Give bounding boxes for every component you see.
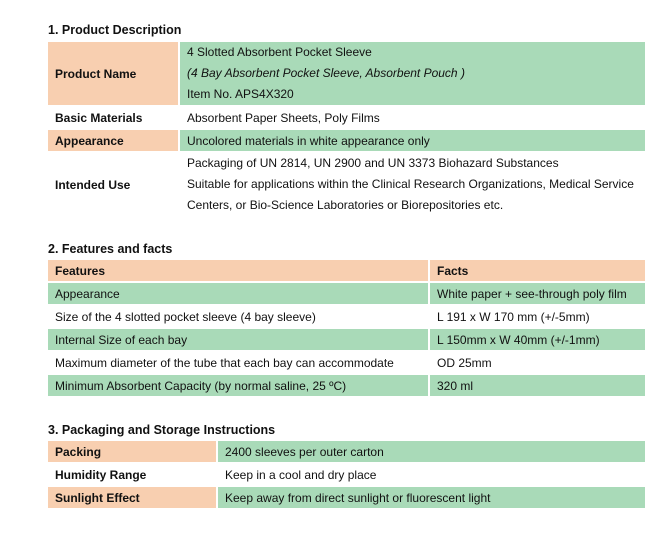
- row-value: Keep away from direct sunlight or fluorescent light: [216, 487, 645, 508]
- row-value: Absorbent Paper Sheets, Poly Films: [178, 107, 645, 128]
- table-row: [48, 487, 645, 508]
- text-line: Suitable for applications within the Clinical Research Organizations, Medical Service: [187, 177, 634, 191]
- text-line: Packaging of UN 2814, UN 2900 and UN 3373 Biohazard Substances: [187, 156, 559, 170]
- section-title-packaging: 3. Packaging and Storage Instructions: [48, 423, 276, 437]
- product-name-value: [178, 42, 645, 105]
- table-row: [48, 375, 645, 396]
- intended-use-value: [178, 153, 645, 216]
- table-row: [48, 107, 645, 128]
- fact-cell: 320 ml: [428, 375, 645, 396]
- row-label: Sunlight Effect: [48, 487, 216, 508]
- header-features: Features: [48, 260, 428, 281]
- table-row: [48, 283, 645, 304]
- row-value: Keep in a cool and dry place: [216, 464, 645, 485]
- table-row: [48, 441, 645, 462]
- table-row: [48, 352, 645, 373]
- section-title-product-description: 1. Product Description: [48, 23, 182, 37]
- feature-cell: Internal Size of each bay: [48, 329, 428, 350]
- row-label: Intended Use: [55, 177, 131, 192]
- table-row: [48, 306, 645, 327]
- row-label: Product Name: [48, 42, 178, 105]
- table-row: [48, 329, 645, 350]
- text-line: Centers, or Bio-Science Laboratories or Biorepositories etc.: [187, 198, 504, 212]
- fact-cell: L 150mm x W 40mm (+/-1mm): [428, 329, 645, 350]
- row-label: Packing: [48, 441, 216, 462]
- feature-cell: Minimum Absorbent Capacity (by normal saline, 25 ºC): [48, 375, 428, 396]
- section-title-features: 2. Features and facts: [48, 242, 173, 256]
- row-label: Appearance: [48, 130, 178, 151]
- fact-cell: L 191 x W 170 mm (+/-5mm): [428, 306, 645, 327]
- table-row: [48, 153, 645, 216]
- feature-cell: Maximum diameter of the tube that each bay can accommodate: [55, 355, 394, 370]
- text-line: Item No. APS4X320: [187, 87, 294, 101]
- features-table: [48, 258, 645, 398]
- packaging-table: [48, 439, 645, 510]
- table-row: [48, 130, 645, 151]
- table-row: [48, 464, 645, 485]
- fact-cell: White paper + see-through poly film: [428, 283, 645, 304]
- row-label: Humidity Range: [55, 467, 147, 482]
- text-line: 4 Slotted Absorbent Pocket Sleeve: [187, 45, 372, 59]
- table-header-row: [48, 260, 645, 281]
- row-value: Uncolored materials in white appearance only: [178, 130, 645, 151]
- text-line: (4 Bay Absorbent Pocket Sleeve, Absorbent Pouch ): [187, 66, 465, 80]
- product-description-table: [48, 40, 645, 218]
- row-label: Basic Materials: [55, 110, 143, 125]
- row-value: 2400 sleeves per outer carton: [216, 441, 645, 462]
- table-row: [48, 42, 645, 105]
- header-facts: Facts: [428, 260, 645, 281]
- feature-cell: Appearance: [48, 283, 428, 304]
- feature-cell: Size of the 4 slotted pocket sleeve (4 bay sleeve): [55, 309, 316, 324]
- fact-cell: OD 25mm: [428, 352, 645, 373]
